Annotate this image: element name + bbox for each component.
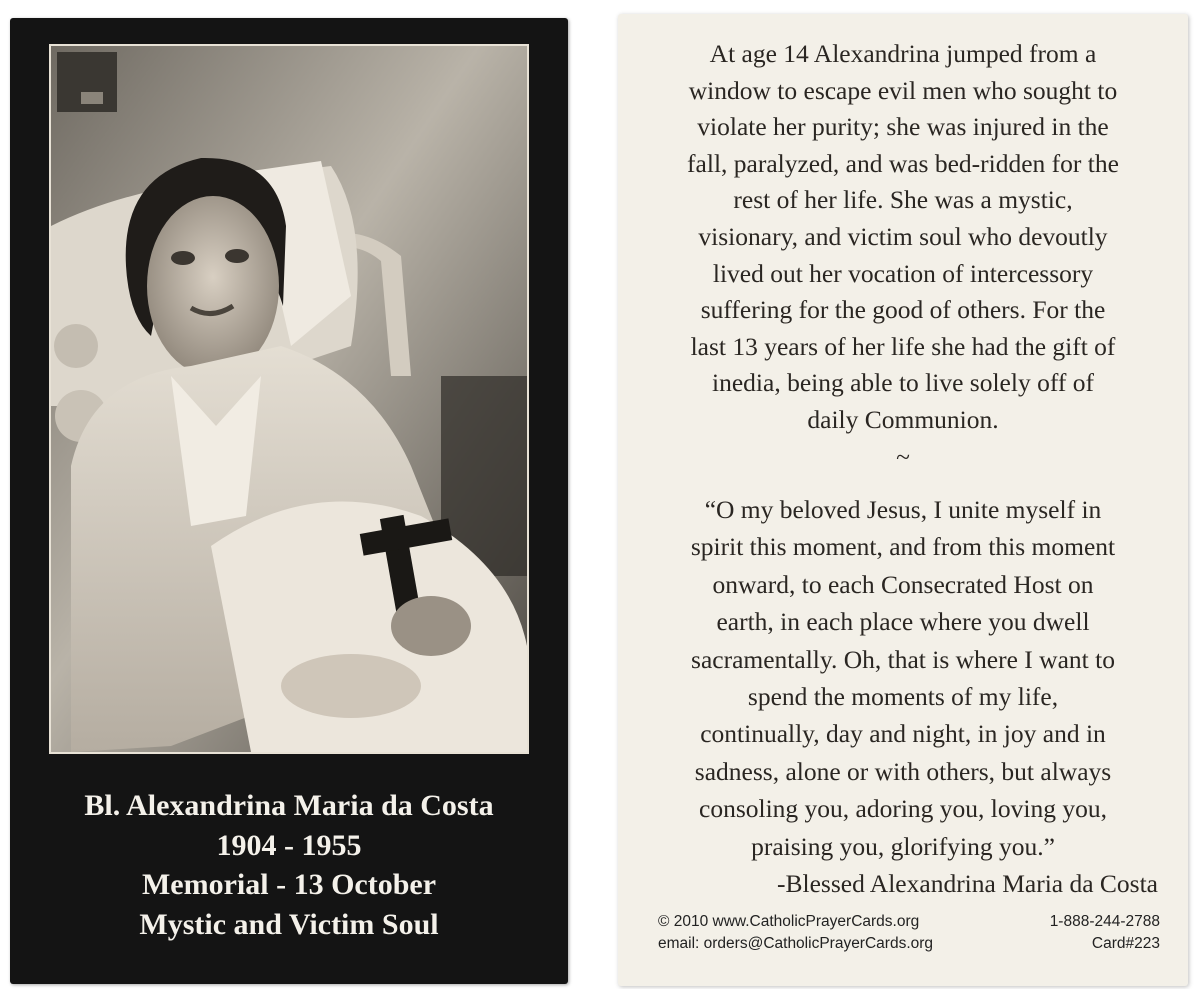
bio-line: lived out her vocation of intercessory <box>712 258 1094 288</box>
prayer-card-front <box>10 18 568 984</box>
portrait-photo <box>49 44 529 754</box>
quote-line: earth, in each place where you dwell <box>716 607 1090 637</box>
prayer-card-back <box>618 14 1188 986</box>
biography <box>630 36 1176 475</box>
bio-line: rest of her life. She was a mystic, <box>733 185 1073 215</box>
bio-line: visionary, and victim soul who devoutly <box>698 221 1108 251</box>
quote-line: onward, to each Consecrated Host on <box>712 569 1094 599</box>
quote-line: praising you, glorifying you.” <box>751 831 1055 861</box>
bio-line: window to escape evil men who sought to <box>688 75 1118 105</box>
quote-line: continually, day and night, in joy and in <box>700 719 1106 749</box>
bio-line: inedia, being able to live solely off of <box>712 368 1094 398</box>
bio-line: At age 14 Alexandrina jumped from a <box>709 39 1097 68</box>
bio-line: suffering for the good of others. For the <box>700 295 1106 325</box>
copyright-text: © 2010 www.CatholicPrayerCards.org <box>658 913 920 930</box>
bio-line: violate her purity; she was injured in the <box>697 112 1109 142</box>
quote-line: consoling you, adoring you, loving you, <box>699 794 1107 824</box>
life-years: 1904 - 1955 <box>216 828 362 862</box>
saint-name: Bl. Alexandrina Maria da Costa <box>84 789 494 822</box>
saint-title: Mystic and Victim Soul <box>139 907 439 941</box>
prayer-quote <box>630 491 1176 902</box>
card-number: Card#223 <box>1091 935 1160 952</box>
quote-line: sadness, alone or with others, but always <box>694 756 1112 786</box>
separator: ~ <box>896 441 910 471</box>
quote-attribution: -Blessed Alexandrina Maria da Costa <box>777 869 1158 899</box>
quote-line: “O my beloved Jesus, I unite myself in <box>704 495 1102 524</box>
card-footer <box>658 911 1160 955</box>
email-text: email: orders@CatholicPrayerCards.org <box>658 935 934 952</box>
memorial-date: Memorial - 13 October <box>141 868 437 901</box>
quote-line: spirit this moment, and from this moment <box>690 532 1116 562</box>
quote-line: spend the moments of my life, <box>747 682 1059 712</box>
phone-number: 1-888-244-2788 <box>1049 913 1160 930</box>
portrait-photo-illustration <box>51 46 527 752</box>
bio-line: last 13 years of her life she had the gift of <box>690 331 1116 361</box>
bio-line: daily Communion. <box>807 404 999 434</box>
card-caption <box>10 786 568 944</box>
quote-line: sacramentally. Oh, that is where I want to <box>691 644 1115 674</box>
bio-line: fall, paralyzed, and was bed-ridden for the <box>687 148 1119 178</box>
